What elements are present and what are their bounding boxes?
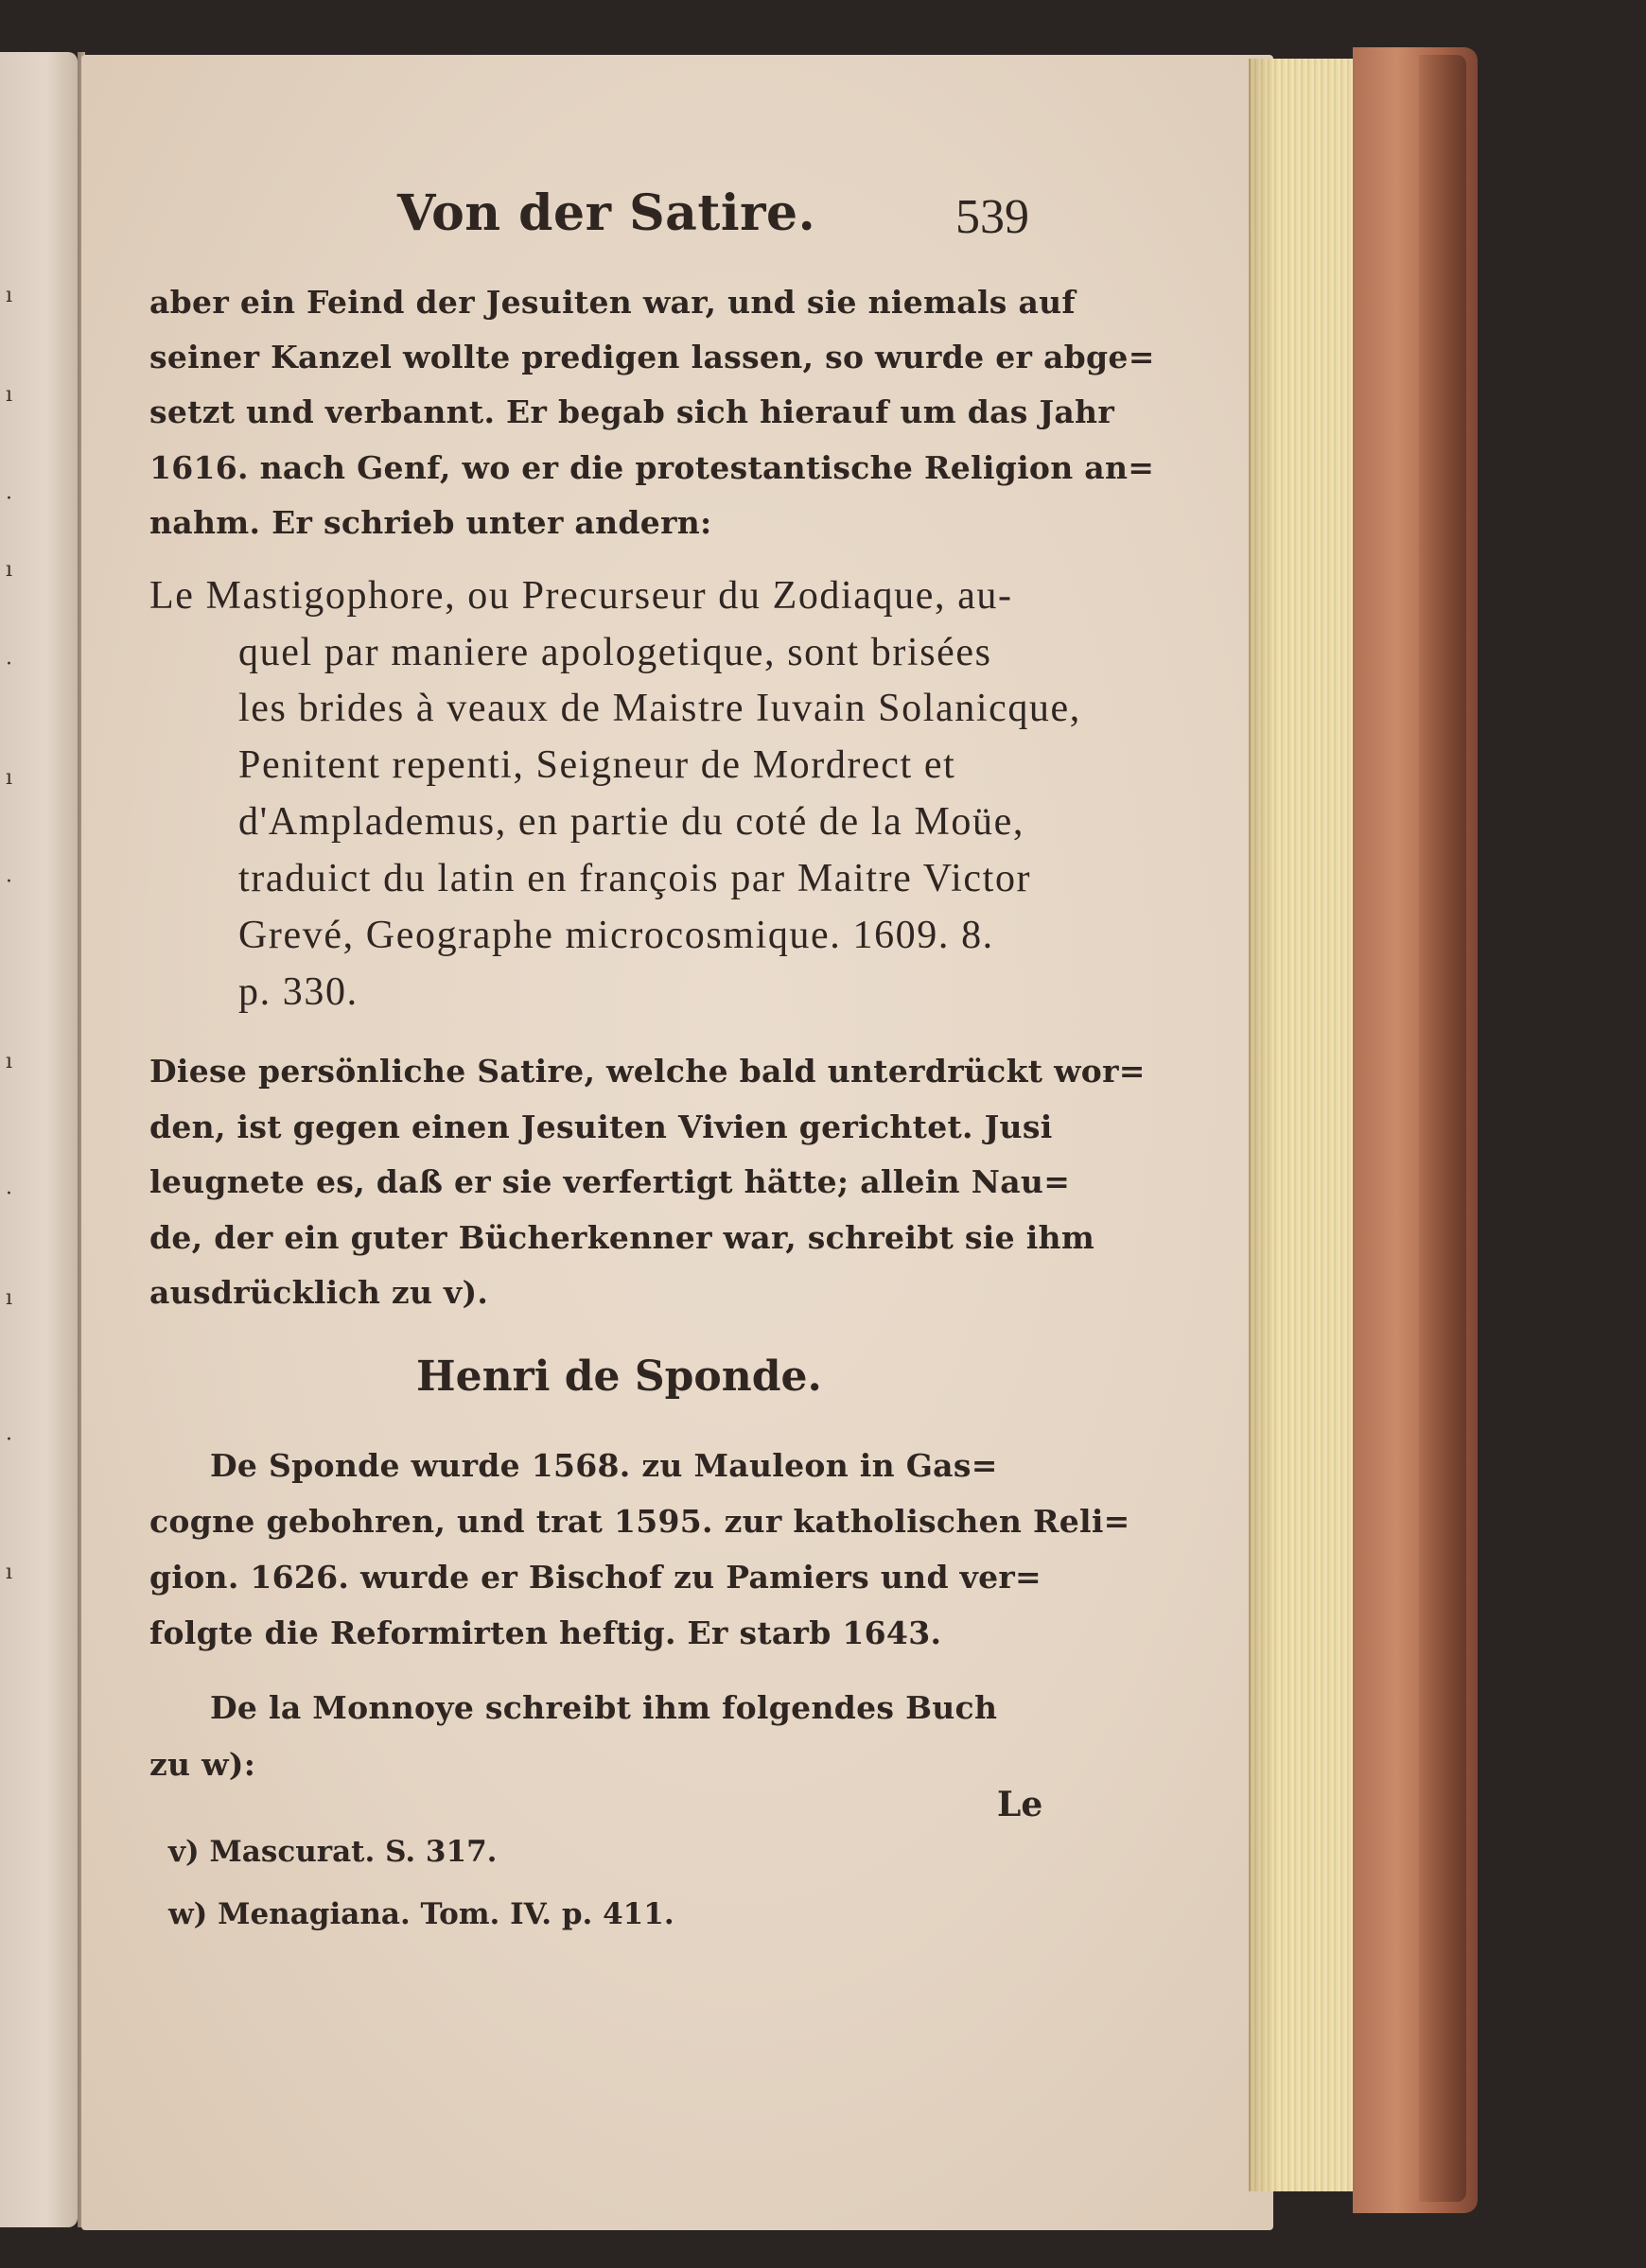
left-page-glyph: ı <box>6 1286 13 1310</box>
quote-line: Le Mastigophore, ou Precurseur du Zodiaque, au- <box>149 574 1013 618</box>
left-page-glyph: ı <box>6 284 13 307</box>
text-line: zu w): <box>149 1746 256 1783</box>
text-line: leugnete es, daß er sie verfertigt hätte; allein Nau= <box>149 1163 1071 1200</box>
left-page-edge <box>0 52 78 2227</box>
quote-line: Grevé, Geographe microcosmique. 1609. 8. <box>238 914 994 957</box>
text-line: De Sponde wurde 1568. zu Mauleon in Gas= <box>210 1447 998 1484</box>
left-page-glyph: · <box>6 870 12 894</box>
footnote: v) Mascurat. S. 317. <box>168 1835 498 1869</box>
footnote: w) Menagiana. Tom. IV. p. 411. <box>168 1897 674 1931</box>
left-page-glyph: · <box>6 1428 12 1452</box>
left-page-glyph: · <box>6 653 12 676</box>
text-line: folgte die Reformirten heftig. Er starb 1643. <box>149 1614 942 1651</box>
left-page-glyph: ı <box>6 1050 13 1073</box>
text-line: 1616. nach Genf, wo er die protestantische Religion an= <box>149 449 1155 486</box>
text-line: Diese persönliche Satire, welche bald unterdrückt wor= <box>149 1053 1146 1090</box>
left-page-glyph: ı <box>6 766 13 790</box>
text-line: den, ist gegen einen Jesuiten Vivien gerichtet. Jusi <box>149 1108 1053 1145</box>
page-block-shadow <box>1249 59 1277 2191</box>
text-line: nahm. Er schrieb unter andern: <box>149 504 712 541</box>
quote-line: les brides à veaux de Maistre Iuvain Solanicque, <box>238 687 1081 730</box>
text-line: gion. 1626. wurde er Bischof zu Pamiers und ver= <box>149 1559 1042 1596</box>
quote-line: Penitent repenti, Seigneur de Mordrect et <box>238 743 956 787</box>
cover-edge <box>1419 55 1466 2202</box>
left-page-glyph: · <box>6 487 12 511</box>
running-head: Von der Satire. <box>397 184 816 242</box>
catchword: Le <box>997 1785 1043 1824</box>
text-line: cogne gebohren, und trat 1595. zur katholischen Reli= <box>149 1503 1130 1540</box>
text-line: seiner Kanzel wollte predigen lassen, so wurde er abge= <box>149 339 1155 375</box>
quote-line: quel par maniere apologetique, sont brisées <box>238 631 992 674</box>
text-line: De la Monnoye schreibt ihm folgendes Buch <box>210 1689 998 1726</box>
left-page-glyph: ı <box>6 383 13 407</box>
text-line: de, der ein guter Bücherkenner war, schreibt sie ihm <box>149 1219 1095 1256</box>
left-page-glyph: · <box>6 1182 12 1206</box>
quote-line: d'Amplademus, en partie du coté de la Moüe, <box>238 800 1024 844</box>
text-line: aber ein Feind der Jesuiten war, und sie niemals auf <box>149 284 1076 321</box>
text-line: ausdrücklich zu v). <box>149 1274 489 1311</box>
quote-line: traduict du latin en françois par Maitre Victor <box>238 857 1032 900</box>
page-number: 539 <box>955 190 1029 244</box>
section-heading: Henri de Sponde. <box>416 1352 822 1401</box>
quote-line: p. 330. <box>238 970 359 1014</box>
left-page-glyph: ı <box>6 558 13 582</box>
text-line: setzt und verbannt. Er begab sich hierauf um das Jahr <box>149 393 1115 430</box>
left-page-glyph: ı <box>6 1561 13 1584</box>
